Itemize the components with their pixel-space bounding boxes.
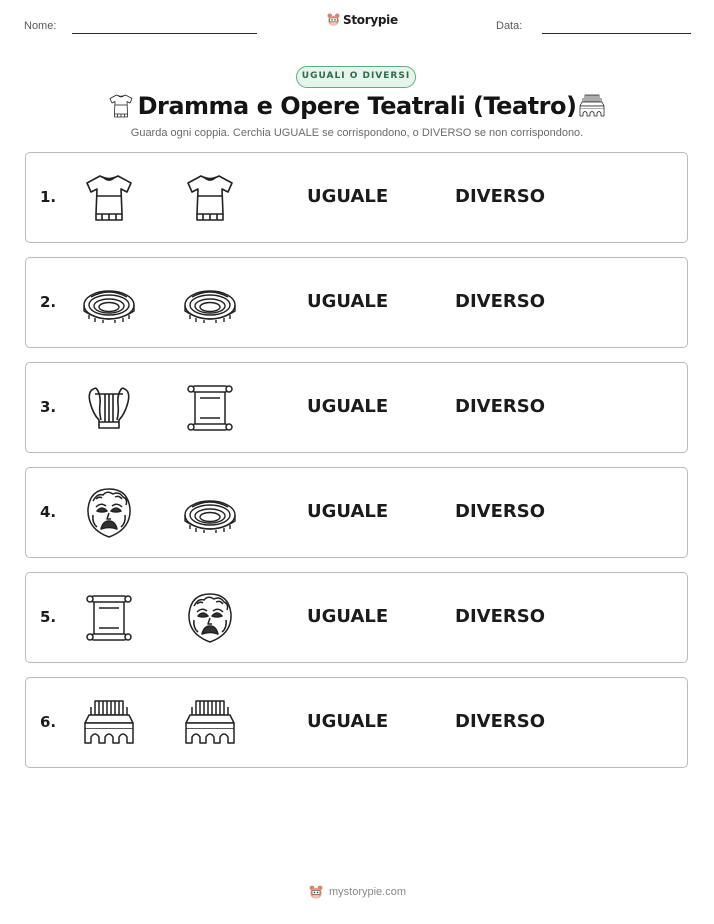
different-option[interactable]: DIVERSO [455, 606, 545, 627]
bear-logo-icon [326, 12, 341, 27]
stage-bench-icon [578, 92, 606, 120]
amphitheater-icon [182, 275, 238, 331]
instructions: Guarda ogni coppia. Cerchia UGUALE se corrispondono, o DIVERSO se non corrispondono. [130, 127, 584, 139]
tragedy-mask-icon [81, 485, 137, 541]
different-option[interactable]: DIVERSO [455, 291, 545, 312]
brand-name: Storypie [343, 12, 398, 27]
tunic-icon [182, 170, 238, 226]
amphitheater-icon [182, 485, 238, 541]
row-number: 2. [40, 293, 57, 311]
same-option[interactable]: UGUALE [307, 711, 389, 732]
different-option[interactable]: DIVERSO [455, 711, 545, 732]
name-label: Nome: [24, 20, 57, 32]
same-option[interactable]: UGUALE [307, 606, 389, 627]
pair-row-1 [25, 152, 688, 243]
name-field[interactable] [72, 33, 257, 34]
row-number: 6. [40, 713, 57, 731]
scroll-icon [182, 380, 238, 436]
row-number: 5. [40, 608, 57, 626]
brand-logo [326, 12, 398, 27]
amphitheater-icon [81, 275, 137, 331]
lyre-icon [81, 380, 137, 436]
worksheet-type-badge: UGUALI O DIVERSI [296, 66, 416, 88]
pair-row-5 [25, 572, 688, 663]
date-label: Data: [496, 20, 523, 32]
footer-site: mystorypie.com [329, 886, 407, 898]
row-number: 3. [40, 398, 57, 416]
tragedy-mask-icon [182, 590, 238, 646]
same-option[interactable]: UGUALE [307, 186, 389, 207]
same-option[interactable]: UGUALE [307, 501, 389, 522]
pair-row-3 [25, 362, 688, 453]
row-number: 1. [40, 188, 57, 206]
date-field[interactable] [542, 33, 691, 34]
pair-row-6 [25, 677, 688, 768]
pair-row-2 [25, 257, 688, 348]
stage-bench-icon [182, 695, 238, 751]
row-number: 4. [40, 503, 57, 521]
same-option[interactable]: UGUALE [307, 291, 389, 312]
page-title: Dramma e Opere Teatrali (Teatro) [137, 92, 577, 120]
pair-row-4 [25, 467, 688, 558]
same-option[interactable]: UGUALE [307, 396, 389, 417]
different-option[interactable]: DIVERSO [455, 396, 545, 417]
stage-bench-icon [81, 695, 137, 751]
tunic-icon [81, 170, 137, 226]
footer [308, 884, 406, 900]
different-option[interactable]: DIVERSO [455, 186, 545, 207]
scroll-icon [81, 590, 137, 646]
bear-logo-icon [308, 884, 324, 900]
different-option[interactable]: DIVERSO [455, 501, 545, 522]
